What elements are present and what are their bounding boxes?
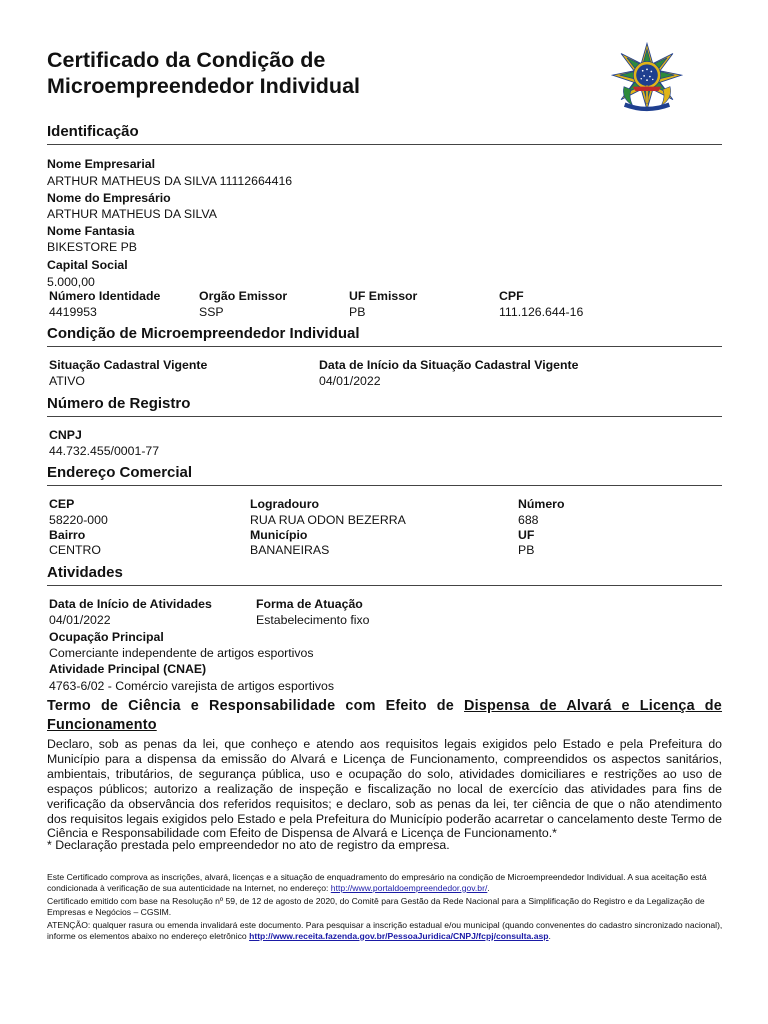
section-title-endereco: Endereço Comercial: [47, 464, 193, 481]
termo-title-underlined: Dispensa de Alvará e Licença de Funcionamento: [47, 698, 723, 733]
termo-note: * Declaração prestada pelo empreendedor no ato de registro da empresa.: [47, 838, 450, 852]
nome-fantasia-label: Nome Fantasia: [47, 224, 135, 238]
ocupacao-principal-label: Ocupação Principal: [49, 630, 164, 644]
portal-empreendedor-link[interactable]: http://www.portaldoempreendedor.gov.br/: [330, 882, 488, 893]
termo-title-prefix: Termo de Ciência e Responsabilidade com Efeito de: [47, 698, 465, 714]
orgao-emissor-label: Orgão Emissor: [199, 289, 288, 303]
numero-identidade-label: Número Identidade: [49, 289, 161, 303]
data-inicio-atividades-label: Data de Início de Atividades: [49, 597, 212, 611]
nome-empresario-label: Nome do Empresário: [47, 191, 171, 205]
uf-emissor-value: PB: [349, 305, 366, 319]
footer-paragraph-1: [47, 872, 723, 893]
municipio-value: BANANEIRAS: [250, 543, 330, 557]
capital-social-value: 5.000,00: [47, 275, 95, 289]
cep-label: CEP: [49, 497, 75, 511]
forma-atuacao-value: Estabelecimento fixo: [256, 613, 370, 627]
section-title-identificacao: Identificação: [47, 123, 139, 140]
footer-p1-end: .: [487, 882, 490, 893]
data-inicio-situacao-label: Data de Início da Situação Cadastral Vigente: [319, 358, 579, 372]
numero-value: 688: [518, 513, 539, 527]
uf-label: UF: [518, 528, 535, 542]
orgao-emissor-value: SSP: [199, 305, 224, 319]
data-inicio-atividades-value: 04/01/2022: [49, 613, 111, 627]
cnpj-value: 44.732.455/0001-77: [49, 444, 160, 458]
numero-identidade-value: 4419953: [49, 305, 97, 319]
section-divider: [47, 585, 722, 586]
coat-of-arms-icon: [611, 42, 683, 114]
atividade-principal-value: 4763-6/02 - Comércio varejista de artigos esportivos: [49, 679, 335, 693]
logradouro-value: RUA RUA ODON BEZERRA: [250, 513, 406, 527]
bairro-label: Bairro: [49, 528, 86, 542]
logradouro-label: Logradouro: [250, 497, 319, 511]
footer-p3-end: .: [548, 930, 551, 941]
nome-fantasia-value: BIKESTORE PB: [47, 240, 137, 254]
ocupacao-principal-value: Comerciante independente de artigos esportivos: [49, 646, 314, 660]
section-title-condicao: Condição de Microempreendedor Individual: [47, 325, 360, 342]
section-title-registro: Número de Registro: [47, 395, 191, 412]
bairro-value: CENTRO: [49, 543, 101, 557]
footer-paragraph-2: Certificado emitido com base na Resolução nº 59, de 12 de agosto de 2020, do Comitê para Gestão da Rede Nacional para a Simplificação do Registro e da Legalização de Empresas e Negócios – CGSIM.: [47, 896, 705, 917]
page-title: [47, 47, 567, 99]
cpf-label: CPF: [499, 289, 524, 303]
section-divider: [47, 144, 722, 145]
uf-emissor-label: UF Emissor: [349, 289, 418, 303]
forma-atuacao-label: Forma de Atuação: [256, 597, 363, 611]
section-divider: [47, 416, 722, 417]
termo-title: [47, 697, 722, 735]
section-divider: [47, 485, 722, 486]
footer-p3-text: ATENÇÃO: qualquer rasura ou emenda invalidará este documento. Para pesquisar a inscrição estadual e/ou municipal (quando convenentes do cadastro sincronizado nacional), informe os elementos abaixo no endereço eletrônico: [47, 920, 723, 941]
situacao-cadastral-value: ATIVO: [49, 374, 85, 388]
nome-empresario-value: ARTHUR MATHEUS DA SILVA: [47, 207, 217, 221]
data-inicio-situacao-value: 04/01/2022: [319, 374, 381, 388]
section-divider: [47, 346, 722, 347]
receita-consulta-link[interactable]: http://www.receita.fazenda.gov.br/PessoaJuridica/CNPJ/fcpj/consulta.asp: [249, 930, 549, 941]
footer-p1-text: Este Certificado comprova as inscrições, alvará, licenças e a situação de enquadramento do empresário na condição de Microempreendedor Individual. A sua aceitação está condicionada à verificação de sua autenticidade na Internet, no endereço:: [47, 872, 707, 893]
cpf-value: 111.126.644-16: [499, 305, 584, 319]
section-title-atividades: Atividades: [47, 564, 123, 581]
termo-body: Declaro, sob as penas da lei, que conheço e atendo aos requisitos legais exigidos pelo Estado e pela Prefeitura do Município para a dispensa da emissão do Alvará e Licença de Funcionamento, compreendidos os aspectos sanitários, ambientais, tributários, de segurança pública, uso e ocupação do solo, atividades domiciliares e restrições ao uso de espaços públicos; autorizo a realização de inspeção e fiscalização no local de exercício das atividades para fins de verificação da observância dos referidos requisitos; e declaro, sob as penas da lei, ter ciência de que o não atendimento dos requisitos legais exigidos pelo Estado e pela Prefeitura do Município poderão acarretar o cancelamento deste Termo de Ciência e Responsabilidade com Efeito de Dispensa de Alvará e Licença de Funcionamento.*: [47, 737, 722, 841]
cep-value: 58220-000: [49, 513, 108, 527]
footer-paragraph-3: [47, 920, 723, 941]
numero-label: Número: [518, 497, 565, 511]
capital-social-label: Capital Social: [47, 258, 128, 272]
title-line-2: Microempreendedor Individual: [47, 74, 360, 98]
situacao-cadastral-label: Situação Cadastral Vigente: [49, 358, 208, 372]
municipio-label: Município: [250, 528, 308, 542]
title-line-1: Certificado da Condição de: [47, 48, 326, 72]
nome-empresarial-label: Nome Empresarial: [47, 157, 155, 171]
atividade-principal-label: Atividade Principal (CNAE): [49, 662, 207, 676]
cnpj-label: CNPJ: [49, 428, 82, 442]
nome-empresarial-value: ARTHUR MATHEUS DA SILVA 11112664416: [47, 174, 293, 188]
uf-value: PB: [518, 543, 535, 557]
